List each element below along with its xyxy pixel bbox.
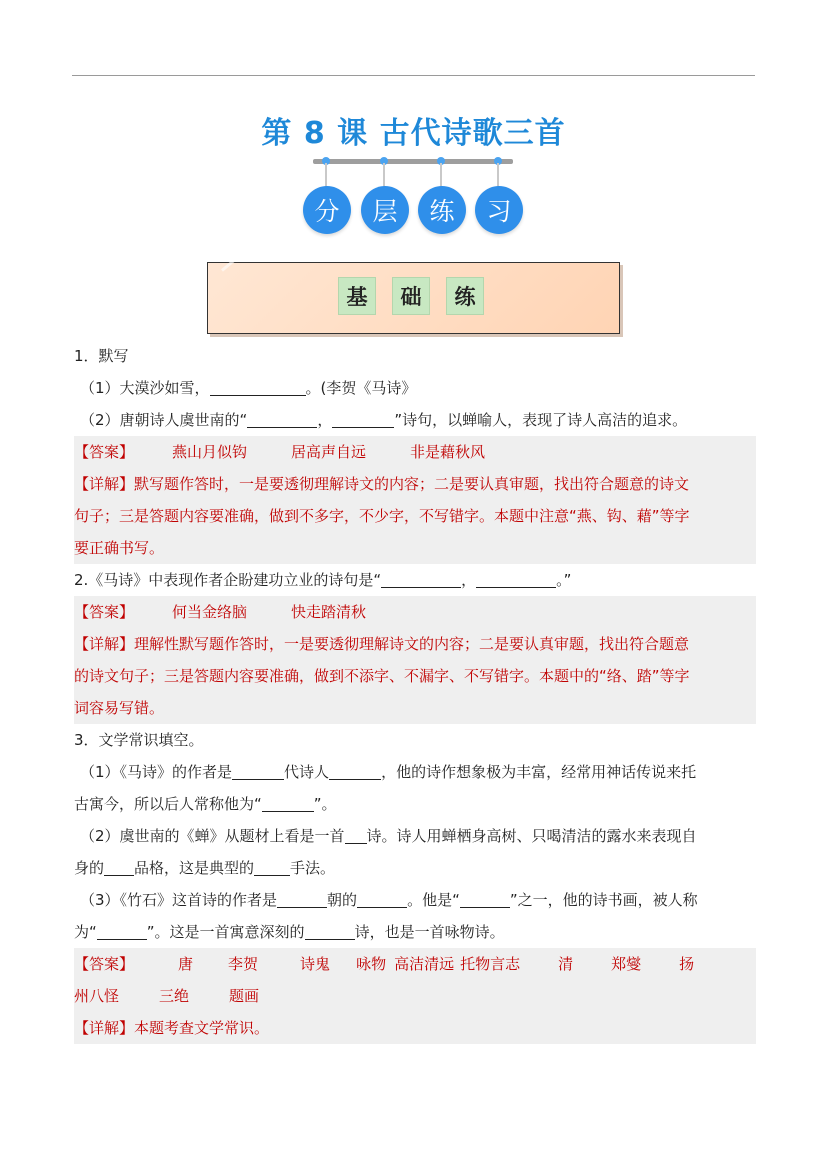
subtitle-char: 练	[418, 186, 466, 234]
q3-answer-block	[74, 948, 756, 1044]
answer-blank[interactable]	[232, 761, 284, 780]
q1-sub2: （2）唐朝诗人虞世南的“ ， ”诗句，以蝉喻人，表现了诗人高洁的追求。	[80, 411, 688, 429]
q2-detail-1: 【详解】理解性默写题作答时，一是要透彻理解诗文的内容；二是要认真审题，找出符合题意	[74, 635, 690, 653]
q3-s2-line2: 身的 品格，这是典型的 手法。	[74, 859, 336, 877]
answer-blank[interactable]	[262, 793, 314, 812]
q3-s3-line2: 为“ ”。这是一首寓意深刻的 诗，也是一首咏物诗。	[74, 923, 505, 941]
q3-s1-line2: 古寓今，所以后人常称他为“ ”。	[74, 795, 337, 813]
decor-bar	[313, 159, 513, 164]
q1-answer: 【答案】 燕山月似钩 居高声自远 非是藉秋风	[74, 443, 486, 461]
answer-blank[interactable]	[329, 761, 381, 780]
subtitle-char: 分	[303, 186, 351, 234]
lesson-title: 第 8 课 古代诗歌三首	[261, 116, 566, 151]
q3-s1-line1: （1）《马诗》的作者是 代诗人 ，他的诗作想象极为丰富，经常用神话传说来托	[80, 763, 697, 781]
q1-detail-3: 要正确书写。	[74, 539, 165, 557]
q3-title: 3．文学常识填空。	[74, 731, 204, 749]
decor-stem	[440, 163, 442, 187]
exercise-content	[74, 340, 756, 1044]
top-rule	[72, 75, 755, 76]
q3-detail: 【详解】本题考查文学常识。	[74, 1019, 270, 1037]
subtitle-char: 层	[361, 186, 409, 234]
banner-char: 础	[392, 277, 430, 315]
q1-detail-2: 句子；三是答题内容要准确，做到不多字，不少字，不写错字。本题中注意“燕、钩、藉”等字	[74, 507, 690, 525]
q3-answer-line1: 【答案】 唐 李贺 诗鬼 咏物 高洁清远 托物言志 清 郑燮 扬	[74, 955, 695, 973]
q2-answer-block	[74, 596, 756, 724]
q3-s2-line1: （2）虞世南的《蝉》从题材上看是一首 诗。诗人用蝉栖身高树、只喝清洁的露水来表现自	[80, 827, 697, 845]
q2-detail-3: 词容易写错。	[74, 699, 165, 717]
q2-title: 2.《马诗》中表现作者企盼建功立业的诗句是“ ， 。”	[74, 571, 572, 589]
q3-answer-line2: 州八怪 三绝 题画	[74, 987, 260, 1005]
answer-blank[interactable]	[254, 857, 290, 876]
banner-char: 练	[446, 277, 484, 315]
q2-detail-2: 的诗文句子；三是答题内容要准确，做到不添字、不漏字、不写错字。本题中的“络、踏”等字	[74, 667, 690, 685]
subtitle-char: 习	[475, 186, 523, 234]
answer-blank[interactable]	[277, 889, 327, 908]
decor-stem	[497, 163, 499, 187]
answer-blank[interactable]	[210, 377, 306, 396]
q3-s3-line1: （3）《竹石》这首诗的作者是 朝的 。他是“ ”之一，他的诗书画，被人称	[80, 891, 698, 909]
decor-stem	[383, 163, 385, 187]
answer-blank[interactable]	[357, 889, 407, 908]
answer-blank[interactable]	[305, 921, 355, 940]
q1-sub1: （1）大漠沙如雪， 。(李贺《马诗》	[80, 379, 417, 397]
q1-title: 1．默写	[74, 347, 129, 365]
answer-blank[interactable]	[247, 409, 317, 428]
answer-blank[interactable]	[104, 857, 134, 876]
banner-char: 基	[338, 277, 376, 315]
answer-blank[interactable]	[381, 569, 461, 588]
decor-stem	[325, 163, 327, 187]
q1-detail-1: 【详解】默写题作答时，一是要透彻理解诗文的内容；二是要认真审题，找出符合题意的诗文	[74, 475, 690, 493]
answer-blank[interactable]	[476, 569, 556, 588]
answer-blank[interactable]	[460, 889, 510, 908]
section-banner	[207, 262, 620, 334]
answer-blank[interactable]	[345, 825, 367, 844]
answer-blank[interactable]	[97, 921, 147, 940]
q1-answer-block	[74, 436, 756, 564]
answer-blank[interactable]	[332, 409, 394, 428]
q2-answer: 【答案】 何当金络脑 快走踏清秋	[74, 603, 367, 621]
subtitle-circles	[0, 186, 827, 236]
